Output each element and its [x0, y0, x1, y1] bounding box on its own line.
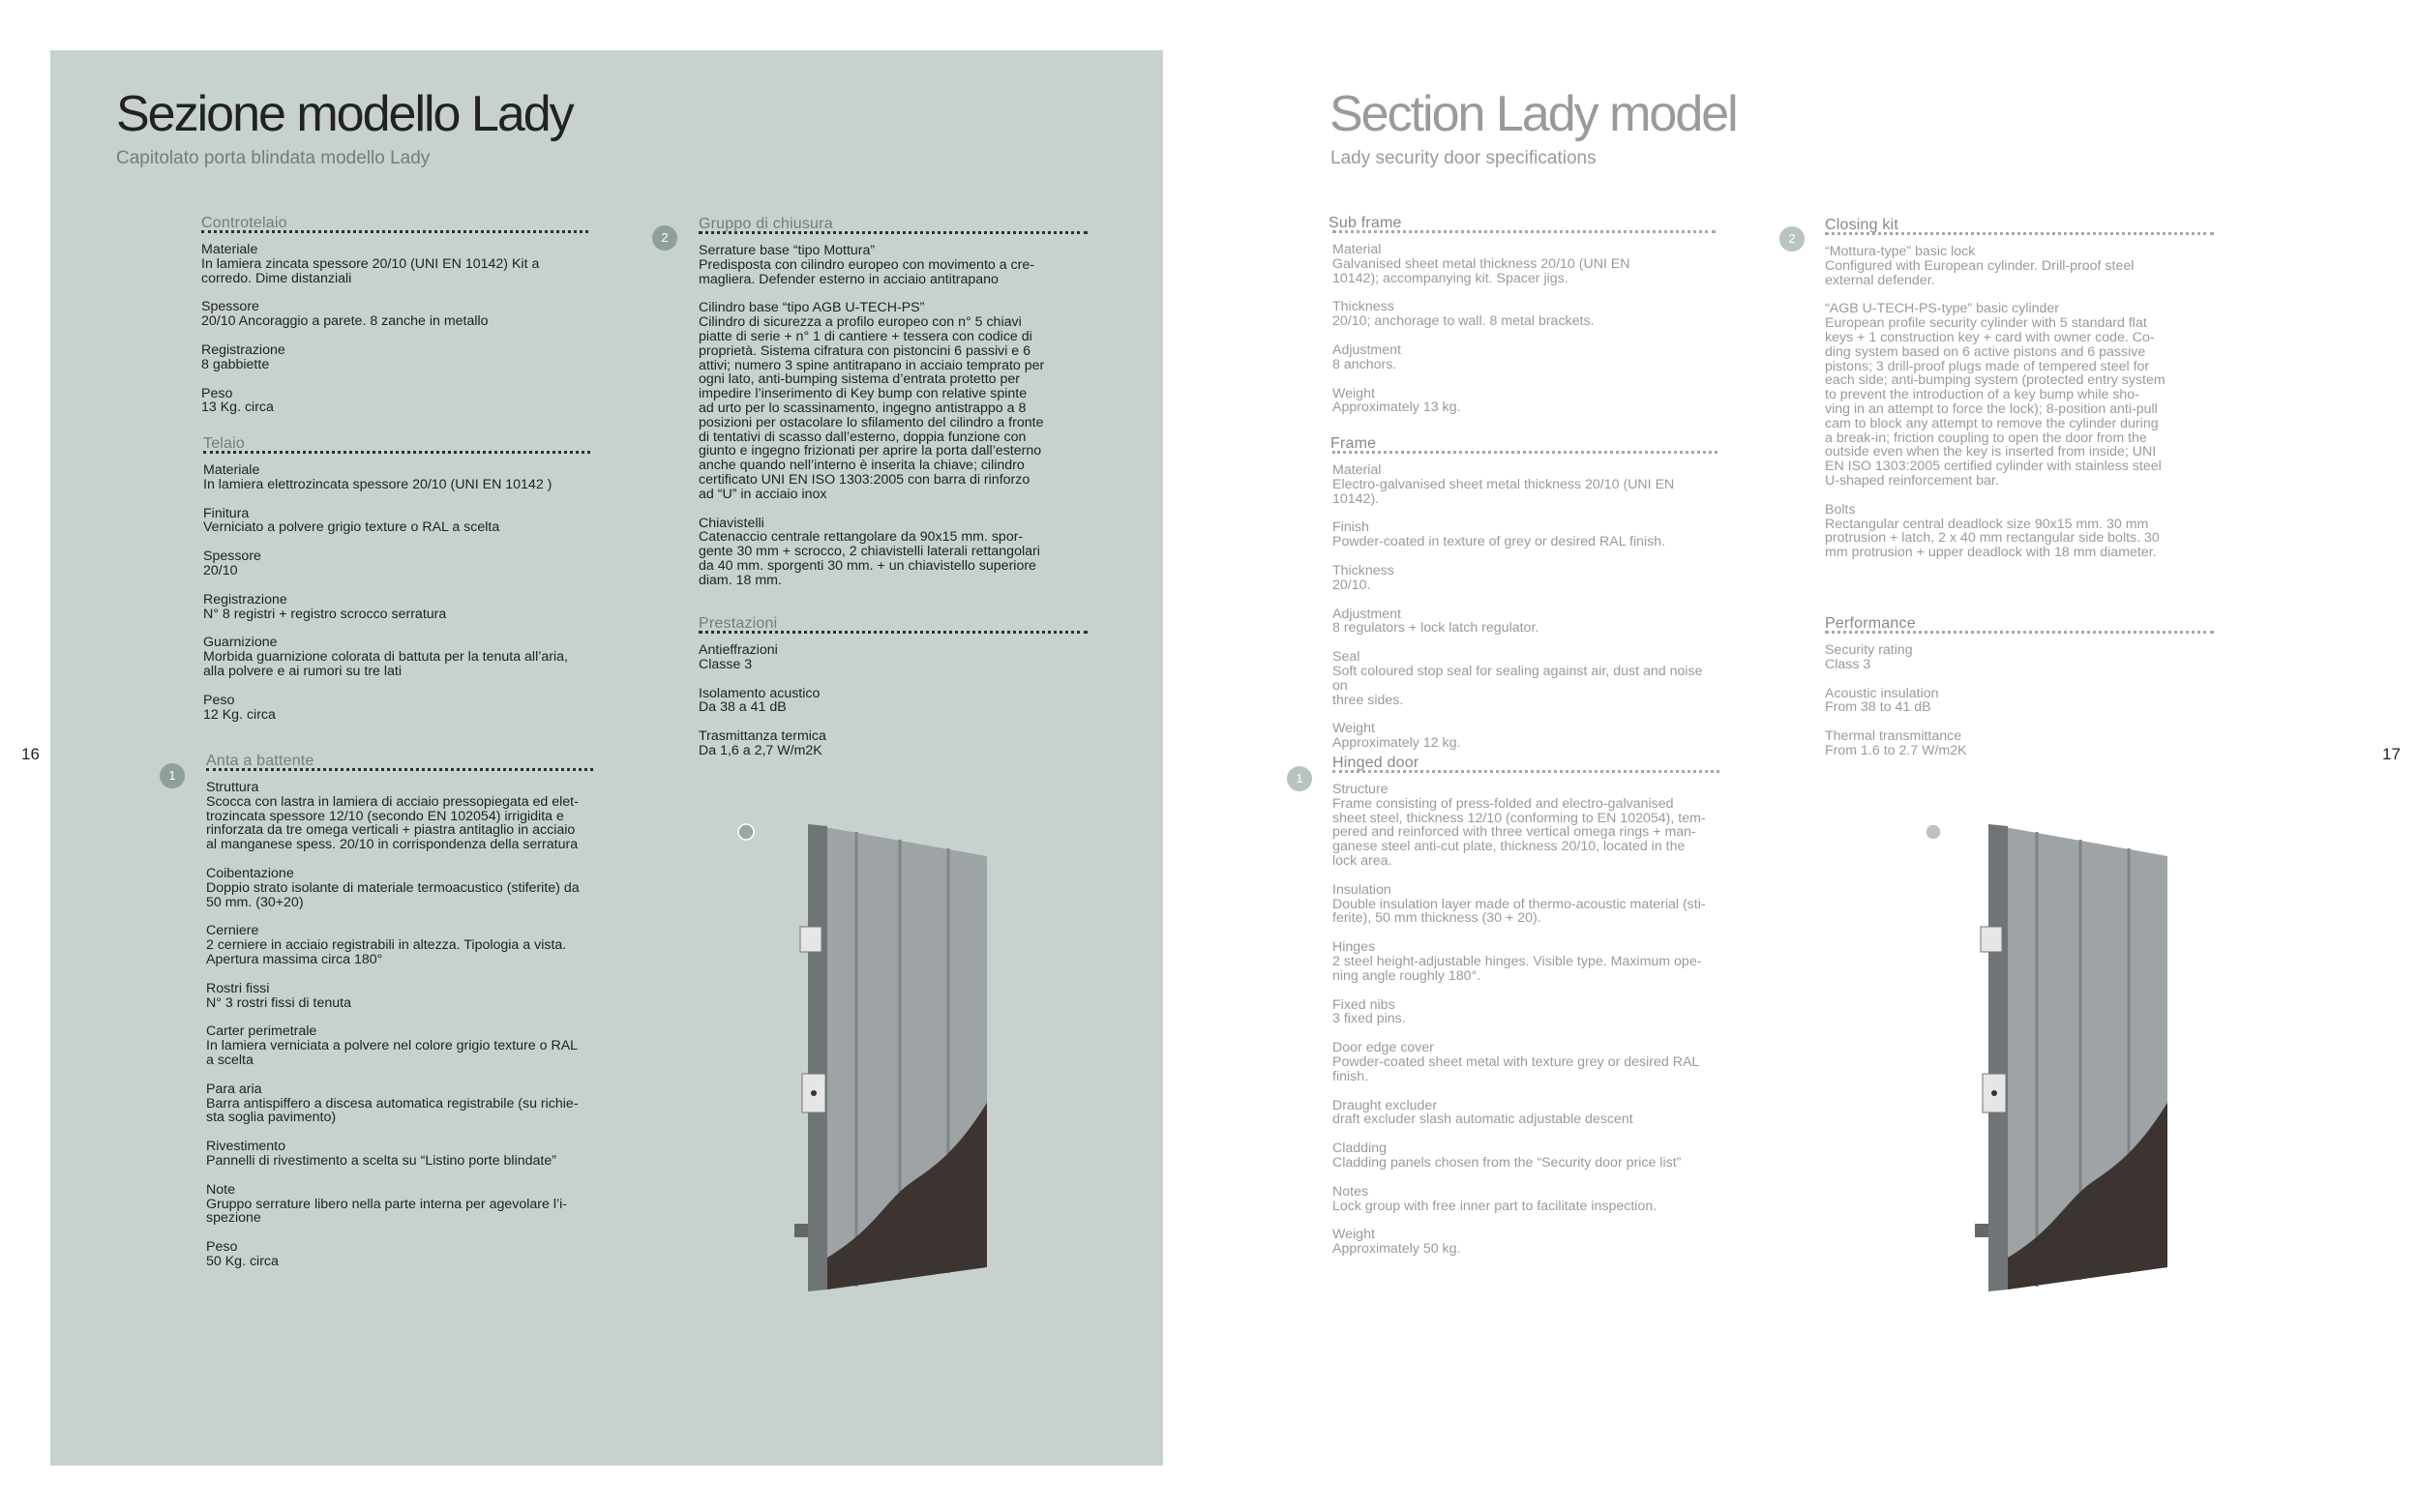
spec-label: Registrazione — [203, 591, 287, 608]
spec-label: Materiale — [201, 242, 258, 257]
spec-item — [1332, 564, 1717, 593]
spec-label: Peso — [206, 1239, 238, 1256]
number-badge: 1 — [1286, 765, 1313, 792]
spec-value: Catenaccio centrale rettangolare da 90x15 mm. spor- gente 30 mm + scrocco, 2 chiavistelli laterali rettangolari da 40 mm. sporgenti 30 mm. + un chiavistello superiore diam. 18 mm. — [699, 529, 1040, 588]
spec-value: Approximately 50 kg. — [1332, 1241, 1461, 1258]
hinge-plate — [800, 927, 821, 952]
spec-value: 50 Kg. circa — [206, 1253, 279, 1269]
section-heading: Frame — [1330, 435, 1377, 452]
spec-item — [1332, 387, 1716, 416]
spec-label: Thickness — [1332, 562, 1394, 578]
section-sub-frame — [1329, 215, 1716, 430]
spec-list — [1332, 463, 1717, 751]
spec-value: 20/10; anchorage to wall. 8 metal brackets. — [1332, 313, 1595, 330]
spec-value: Approximately 12 kg. — [1332, 735, 1461, 752]
spec-value: Lock group with free inner part to facilitate inspection. — [1332, 1198, 1657, 1214]
spec-label: Note — [206, 1181, 235, 1198]
section-controtelaio — [201, 215, 588, 430]
spec-label: Weight — [1332, 385, 1375, 401]
spec-item — [201, 243, 588, 285]
spec-item — [1332, 1228, 1719, 1257]
spec-item — [201, 387, 588, 416]
spec-item — [1332, 998, 1719, 1027]
spec-value: N° 3 rostri fissi di tenuta — [206, 994, 351, 1011]
section-heading: Performance — [1825, 615, 1916, 632]
spec-value: Powder-coated sheet metal with texture grey or desired RAL finish. — [1332, 1053, 1700, 1084]
page-title: Sezione modello Lady — [116, 86, 573, 142]
spec-value: Classe 3 — [699, 656, 753, 672]
spec-value: 20/10. — [1332, 577, 1371, 593]
section-gruppo-chiusura — [699, 216, 1088, 603]
spec-item — [1332, 608, 1717, 637]
spec-value: 13 Kg. circa — [201, 400, 274, 416]
section-heading: Anta a battente — [206, 753, 314, 769]
number-badge: 1 — [160, 763, 185, 788]
spec-value: Cladding panels chosen from the “Security door price list” — [1332, 1154, 1682, 1171]
spec-label: Security rating — [1825, 642, 1913, 658]
spec-item — [1332, 940, 1719, 983]
page-subtitle: Lady security door specifications — [1330, 148, 1597, 168]
keyhole — [1991, 1090, 1997, 1096]
spec-label: Para aria — [206, 1081, 262, 1097]
spec-value: Class 3 — [1825, 656, 1871, 672]
spec-item — [206, 781, 593, 852]
spec-item — [201, 343, 588, 372]
spec-label: Seal — [1332, 649, 1360, 666]
spec-label: Thickness — [1332, 299, 1394, 315]
spec-item — [1332, 520, 1717, 549]
spec-value: Configured with European cylinder. Drill-proof steel external defender. — [1825, 257, 2135, 288]
spec-value: 8 anchors. — [1332, 356, 1397, 372]
spec-item — [699, 517, 1088, 588]
bolt — [1975, 1224, 1988, 1237]
spec-label: Weight — [1332, 721, 1375, 737]
spec-label: Registrazione — [201, 341, 285, 358]
section-heading: Hinged door — [1332, 755, 1419, 771]
spec-item — [1332, 1185, 1719, 1214]
spec-value: Approximately 13 kg. — [1332, 400, 1461, 416]
spec-label: Antieffrazioni — [699, 642, 778, 658]
spec-value: From 38 to 41 dB — [1825, 699, 1931, 716]
spec-label: Cerniere — [206, 923, 259, 939]
spec-item — [1332, 783, 1719, 869]
section-anta — [206, 753, 593, 1284]
spec-list — [1332, 243, 1716, 415]
spec-value: Pannelli di rivestimento a scelta su “Listino porte blindate” — [206, 1152, 556, 1169]
spec-label: Bolts — [1825, 501, 1856, 518]
spec-label: Rivestimento — [206, 1139, 286, 1155]
spec-item — [201, 300, 588, 329]
spec-label: Cladding — [1332, 1141, 1388, 1157]
section-frame — [1330, 435, 1717, 765]
spec-item — [699, 729, 1088, 758]
spec-value: Soft coloured stop seal for sealing against air, dust and noise on three sides. — [1332, 663, 1703, 708]
spec-value: Predisposta con cilindro europeo con movimento a cre- magliera. Defender esterno in acciaio antitrapano — [699, 256, 1034, 287]
callout-marker — [738, 824, 754, 840]
spec-value: Da 1,6 a 2,7 W/m2K — [699, 742, 822, 758]
spec-label: Materiale — [203, 462, 260, 478]
spec-label: Struttura — [206, 780, 259, 795]
spec-item — [1332, 1099, 1719, 1128]
spec-label: Adjustment — [1332, 341, 1401, 358]
spec-label: Acoustic insulation — [1825, 685, 1939, 701]
spec-item — [699, 301, 1088, 501]
spec-value: 20/10 Ancoraggio a parete. 8 zanche in metallo — [201, 313, 489, 330]
spec-label: “Mottura-type” basic lock — [1825, 244, 1976, 259]
section-performance — [1825, 615, 2214, 773]
spec-value: 8 regulators + lock latch regulator. — [1332, 620, 1539, 637]
spec-list — [699, 643, 1088, 758]
spec-item — [206, 1183, 593, 1226]
callout-marker — [1926, 824, 1941, 840]
spec-item — [1825, 245, 2214, 287]
spec-label: Rostri fissi — [206, 980, 270, 996]
spec-label: Finitura — [203, 505, 250, 521]
section-heading: Closing kit — [1825, 217, 1899, 233]
hinge-plate — [1981, 927, 2002, 952]
spec-item — [1332, 1141, 1719, 1171]
spec-value: draft excluder slash automatic adjustable descent — [1332, 1112, 1633, 1128]
number-badge: 2 — [652, 225, 677, 251]
spec-label: Notes — [1332, 1183, 1369, 1200]
spec-value: 2 cerniere in acciaio registrabili in altezza. Tipologia a vista. Apertura massima circa 180° — [206, 937, 567, 967]
spec-list — [1825, 245, 2214, 560]
section-heading: Gruppo di chiusura — [699, 216, 833, 232]
page-title: Section Lady model — [1329, 86, 1737, 142]
spec-item — [1332, 722, 1717, 751]
spec-label: Hinges — [1332, 939, 1376, 956]
spec-label: Door edge cover — [1332, 1040, 1434, 1056]
spec-item — [1332, 883, 1719, 926]
spec-value: Powder-coated in texture of grey or desired RAL finish. — [1332, 534, 1666, 550]
door-illustration — [731, 813, 1021, 1306]
spec-item — [206, 1240, 593, 1269]
section-hinged-door — [1332, 755, 1719, 1271]
section-heading: Prestazioni — [699, 615, 778, 632]
spec-value: Doppio strato isolante di materiale termoacustico (stiferite) da 50 mm. (30+20) — [206, 879, 580, 910]
bolt — [794, 1224, 808, 1237]
spec-list — [1332, 783, 1719, 1257]
spec-item — [206, 982, 593, 1011]
dotted-divider — [203, 451, 590, 454]
spec-label: Coibentazione — [206, 865, 294, 881]
spec-label: Material — [1332, 242, 1382, 257]
spec-item — [203, 636, 590, 678]
spec-value: In lamiera elettrozincata spessore 20/10 (UNI EN 10142 ) — [203, 476, 552, 492]
spec-list — [203, 463, 590, 722]
spec-value: Gruppo serrature libero nella parte interna per agevolare l’i- spezione — [206, 1196, 568, 1227]
spec-label: Finish — [1332, 519, 1369, 536]
spec-value: Electro-galvanised sheet metal thickness 20/10 (UNI EN 10142). — [1332, 476, 1675, 507]
spec-value: 20/10 — [203, 562, 238, 578]
dotted-divider — [1332, 451, 1717, 454]
section-closing-kit — [1825, 217, 2214, 575]
spec-label: Peso — [201, 385, 233, 401]
spec-value: Galvanised sheet metal thickness 20/10 (UNI EN 10142); accompanying kit. Spacer jigs. — [1332, 255, 1630, 286]
section-prestazioni — [699, 615, 1088, 773]
spec-item — [1332, 1041, 1719, 1083]
spec-value: Scocca con lastra in lamiera di acciaio pressopiegata ed elet- trozincata spessore 12/10 (secondo EN 102054) irrigidita e rinforzata da tre omega verticali + piastra antitaglio in acciaio al manganese spess. 20/10 in corrispondenza della serratura — [206, 793, 579, 853]
spec-item — [699, 643, 1088, 672]
spec-label: Serrature base “tipo Mottura” — [699, 243, 876, 258]
spec-label: Insulation — [1332, 881, 1391, 898]
spec-label: Draught excluder — [1332, 1097, 1438, 1113]
spec-value: 3 fixed pins. — [1332, 1011, 1406, 1027]
spec-value: 12 Kg. circa — [203, 706, 276, 723]
spec-label: Thermal transmittance — [1825, 728, 1962, 745]
section-heading: Telaio — [203, 435, 246, 452]
spec-label: Carter perimetrale — [206, 1023, 317, 1040]
keyhole — [811, 1090, 817, 1096]
spec-value: Barra antispiffero a discesa automatica registrabile (su richie- sta soglia pavimento) — [206, 1095, 579, 1126]
spec-item — [1825, 643, 2214, 672]
spec-value: In lamiera zincata spessore 20/10 (UNI EN 10142) Kit a corredo. Dime distanziali — [201, 255, 540, 286]
spec-item — [1332, 243, 1716, 285]
page-number: 17 — [2382, 745, 2401, 763]
spec-item — [1825, 687, 2214, 716]
spec-list — [1825, 643, 2214, 758]
spec-item — [203, 549, 590, 578]
spec-value: In lamiera verniciata a polvere nel colore grigio texture o RAL a scelta — [206, 1038, 579, 1068]
spec-item — [1825, 302, 2214, 488]
door-edge — [1988, 824, 2008, 1291]
spec-item — [203, 507, 590, 536]
spec-item — [206, 1024, 593, 1067]
spec-list — [206, 781, 593, 1269]
section-heading: Sub frame — [1329, 215, 1402, 231]
spec-label: Spessore — [203, 548, 261, 565]
spec-label: Chiavistelli — [699, 515, 764, 531]
spec-value: Da 38 a 41 dB — [699, 699, 787, 716]
spec-value: Rectangular central deadlock size 90x15 mm. 30 mm protrusion + latch, 2 x 40 mm rectangular side bolts. 30 mm protrusion + upper deadlock with 18 mm diameter. — [1825, 516, 2160, 561]
spec-label: Structure — [1332, 782, 1389, 797]
spec-label: Fixed nibs — [1332, 996, 1395, 1013]
spec-item — [699, 244, 1088, 286]
door-edge — [808, 824, 827, 1291]
section-heading: Controtelaio — [201, 215, 287, 231]
spec-item — [1332, 343, 1716, 372]
spec-label: Weight — [1332, 1227, 1375, 1243]
spec-item — [1332, 300, 1716, 329]
spec-label: Adjustment — [1332, 606, 1401, 622]
spec-label: Isolamento acustico — [699, 685, 821, 701]
spec-item — [1332, 463, 1717, 506]
spec-item — [1825, 503, 2214, 560]
spec-item — [203, 694, 590, 723]
door-illustration — [1911, 813, 2201, 1306]
spec-item — [203, 593, 590, 622]
spec-value: From 1.6 to 2.7 W/m2K — [1825, 742, 1967, 758]
page-number: 16 — [21, 745, 40, 763]
spec-item — [203, 463, 590, 492]
section-telaio — [203, 435, 590, 736]
spec-item — [206, 1082, 593, 1125]
spec-label: Spessore — [201, 299, 259, 315]
page-subtitle: Capitolato porta blindata modello Lady — [116, 148, 431, 168]
spec-value: Double insulation layer made of thermo-acoustic material (sti- ferite), 50 mm thickness (30 + 20). — [1332, 896, 1706, 927]
spec-value: Verniciato a polvere grigio texture o RAL a scelta — [203, 519, 500, 536]
number-badge: 2 — [1778, 225, 1806, 252]
spec-value: 8 gabbiette — [201, 356, 270, 372]
spec-item — [206, 924, 593, 966]
spec-label: Guarnizione — [203, 635, 278, 651]
spec-value: Frame consisting of press-folded and electro-galvanised sheet steel, thickness 12/10 (conforming to EN 102054), tem- pered and reinforced with three vertical omega rings + man- ganese steel anti-cut plate, thickness 20/10, located in the lock area. — [1332, 795, 1706, 869]
spec-label: Peso — [203, 692, 235, 708]
spec-value: 2 steel height-adjustable hinges. Visible type. Maximum ope- ning angle roughly 180°. — [1332, 953, 1702, 984]
spec-item — [1332, 650, 1717, 707]
spec-label: Material — [1332, 462, 1382, 478]
spec-label: “AGB U-TECH-PS-type” basic cylinder — [1825, 301, 2060, 317]
spec-value: N° 8 registri + registro scrocco serratura — [203, 606, 447, 622]
spec-list — [699, 244, 1088, 588]
spec-item — [206, 1140, 593, 1169]
spec-item — [699, 687, 1088, 716]
spec-value: Morbida guarnizione colorata di battuta per la tenuta all’aria, alla polvere e ai rumori su tre lati — [203, 649, 568, 679]
spec-item — [1825, 729, 2214, 758]
spec-label: Trasmittanza termica — [699, 728, 826, 745]
spec-value: Cilindro di sicurezza a profilo europeo con n° 5 chiavi piatte di serie + n° 1 di cantiere + tessera con codice di proprietà. Sistema cifratura con pistoncini 6 passivi e 6 attivi; numero 3 spine antitrapano in acciaio temprato per ogni lato, anti-bumping sistema d’entrata protetto per impedire l’inserimento di Key bump con relative spinte ad urto per lo scassinamento, ingegno antistrappo a 8 posizioni per ostacolare lo sfilamento del cilindro a fronte di tentativi di scasso dall’esterno, doppia funzione con giunto e ingegno frizionati per aprire la porta dall’esterno anche quando nell’interno è inserita la chiave; cilindro certificato UNI EN ISO 1303:2005 con barra di rinforzo ad “U” in acciaio inox — [699, 314, 1045, 502]
spec-value: European profile security cylinder with 5 standard flat keys + 1 construction key + card with owner code. Co- ding system based on 6 active pistons and 6 passive pistons; 3 drill-proof plugs made of tempered steel for each side; anti-bumping system (protected entry system to prevent the introduction of a key bump while sho- ving in an attempt to force the lock); 8-position anti-pull cam to block any attempt to remove the cylinder during a break-in; friction coupling to open the door from the outside even when the key is inserted from inside; UNI EN ISO 1303:2005 certified cylinder with stainless steel U-shaped reinforcement bar. — [1825, 315, 2165, 489]
spec-item — [206, 867, 593, 909]
spec-list — [201, 243, 588, 415]
spec-label: Cilindro base “tipo AGB U-TECH-PS” — [699, 300, 925, 316]
